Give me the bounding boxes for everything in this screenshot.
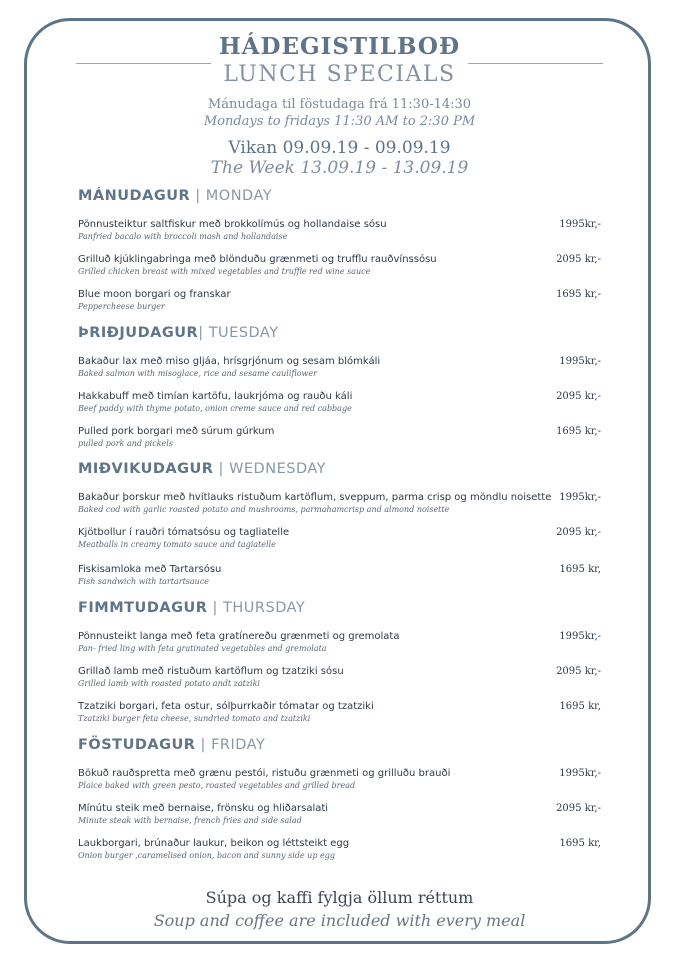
dish-price: 2095 kr,- (556, 254, 601, 265)
hours-english: Mondays to fridays 11:30 AM to 2:30 PM (203, 114, 476, 129)
dish-price: 1695 kr, (559, 838, 601, 849)
day-heading-monday: MÁNUDAGUR | MONDAY (78, 188, 273, 204)
dish-name: Tzatziki borgari, feta ostur, sólþurrkaðir tómatar og tzatziki (78, 701, 374, 712)
menu-item (78, 837, 601, 862)
dish-description: Baked salmon with misoglace, rice and sesame cauliflower (78, 369, 317, 378)
dish-description: Grilled lamb with roasted potato andt zatziki (78, 679, 260, 688)
dish-name: Hakkabuff með timían kartöfu, laukrjóma og rauðu káli (78, 391, 353, 402)
dish-description: Plaice baked with green pesto, roasted vegetables and grilled bread (78, 781, 356, 790)
dish-description: Minute steak with bernaise, french fries and side salad (78, 816, 302, 825)
dish-description: Meatballs in creamy tomato sauce and tagiatelle (78, 540, 276, 549)
dish-price: 1695 kr, (559, 701, 601, 712)
menu-item (78, 390, 601, 415)
dish-description: Tzatziki burger feta cheese, sundried tomato and tzatziki (78, 714, 311, 723)
menu-item (78, 425, 601, 450)
title-icelandic: HÁDEGISTILBOÐ (218, 33, 461, 60)
dish-name: Laukborgari, brúnaður laukur, beikon og léttsteikt egg (78, 838, 350, 849)
day-heading-tuesday: ÞRIÐJUDAGUR| TUESDAY (78, 325, 279, 341)
dish-name: Bökuð rauðspretta með grænu pestói, ristuðu grænmeti og grilluðu brauði (78, 768, 451, 779)
dish-description: Grilled chicken breast with mixed vegetables and truffle red wine sauce (78, 267, 371, 276)
dish-name: Pönnusteiktur saltfiskur með brokkolímús og hollandaise sósu (78, 219, 387, 230)
dish-description: Pan- fried ling with feta gratinated vegetables and gremolata (78, 644, 327, 653)
menu-item (78, 630, 601, 655)
dish-name: Kjötbollur í rauðri tómatsósu og tagliatelle (78, 527, 290, 538)
dish-name: Grillað lamb með ristuðum kartöflum og tzatziki sósu (78, 666, 344, 677)
menu-item (78, 665, 601, 690)
dish-name: Blue moon borgari og franskar (78, 289, 231, 300)
dish-description: Baked cod with garlic roasted potato and mushrooms, parmahamcrisp and almond noisette (78, 505, 450, 514)
dish-price: 1695 kr,- (556, 426, 601, 437)
title-english: LUNCH SPECIALS (223, 62, 456, 87)
dish-description: Panfried bacalo with broccoli mash and hollandaise (78, 232, 288, 241)
dish-price: 1995kr,- (559, 492, 601, 503)
dish-description: Peppercheese burger (78, 302, 165, 311)
dish-price: 2095 kr,- (556, 666, 601, 677)
menu-item (78, 253, 601, 278)
dish-name: Pönnusteikt langa með feta gratínereðu grænmeti og gremolata (78, 631, 400, 642)
dish-price: 1995kr,- (559, 631, 601, 642)
menu-item (78, 355, 601, 380)
menu-item (78, 218, 601, 243)
dish-description: Fish sandwich with tartartsauce (78, 577, 210, 586)
dish-price: 2095 kr,- (556, 527, 601, 538)
hours-icelandic: Mánudaga til föstudaga frá 11:30-14:30 (207, 97, 472, 112)
dish-name: Bakaður lax með miso gljáa, hrísgrjónum og sesam blómkáli (78, 356, 381, 367)
menu-item (78, 526, 601, 551)
dish-name: Mínútu steik með bernaise, frönsku og hliðarsalati (78, 803, 329, 814)
menu-item (78, 767, 601, 792)
menu-item (78, 563, 601, 588)
dish-price: 1695 kr, (559, 564, 601, 575)
day-heading-thursday: FIMMTUDAGUR | THURSDAY (78, 600, 306, 616)
dish-description: pulled pork and pickels (78, 439, 173, 448)
dish-price: 1995kr,- (559, 356, 601, 367)
dish-price: 1695 kr,- (556, 289, 601, 300)
menu-item (78, 491, 601, 516)
dish-name: Bakaður þorskur með hvítlauks ristuðum kartöflum, sveppum, parma crisp og möndlu noisette (78, 492, 552, 503)
dish-name: Grilluð kjúklingabringa með blönduðu grænmeti og trufflu rauðvínssósu (78, 254, 437, 265)
menu-item (78, 288, 601, 313)
dish-description: Beef paddy with thyme potato, onion creme sauce and red cabbage (78, 404, 352, 413)
footer-english: Soup and coffee are included with every meal (153, 911, 526, 930)
week-english: The Week 13.09.19 - 13.09.19 (210, 158, 469, 178)
dish-price: 2095 kr,- (556, 391, 601, 402)
dish-price: 1995kr,- (559, 768, 601, 779)
dish-price: 1995kr,- (559, 219, 601, 230)
menu-item (78, 802, 601, 827)
dish-price: 2095 kr,- (556, 803, 601, 814)
footer-icelandic: Súpa og kaffi fylgja öllum réttum (205, 888, 474, 907)
dish-name: Pulled pork borgari með súrum gúrkum (78, 426, 275, 437)
week-icelandic: Vikan 09.09.19 - 09.09.19 (228, 138, 451, 158)
dish-description: Onion burger ,caramelised onion, bacon and sunny side up egg (78, 851, 335, 860)
dish-name: Fiskisamloka með Tartarsósu (78, 564, 222, 575)
day-heading-friday: FÖSTUDAGUR | FRIDAY (78, 737, 266, 753)
day-heading-wednesday: MIÐVIKUDAGUR | WEDNESDAY (78, 461, 326, 477)
menu-item (78, 700, 601, 725)
